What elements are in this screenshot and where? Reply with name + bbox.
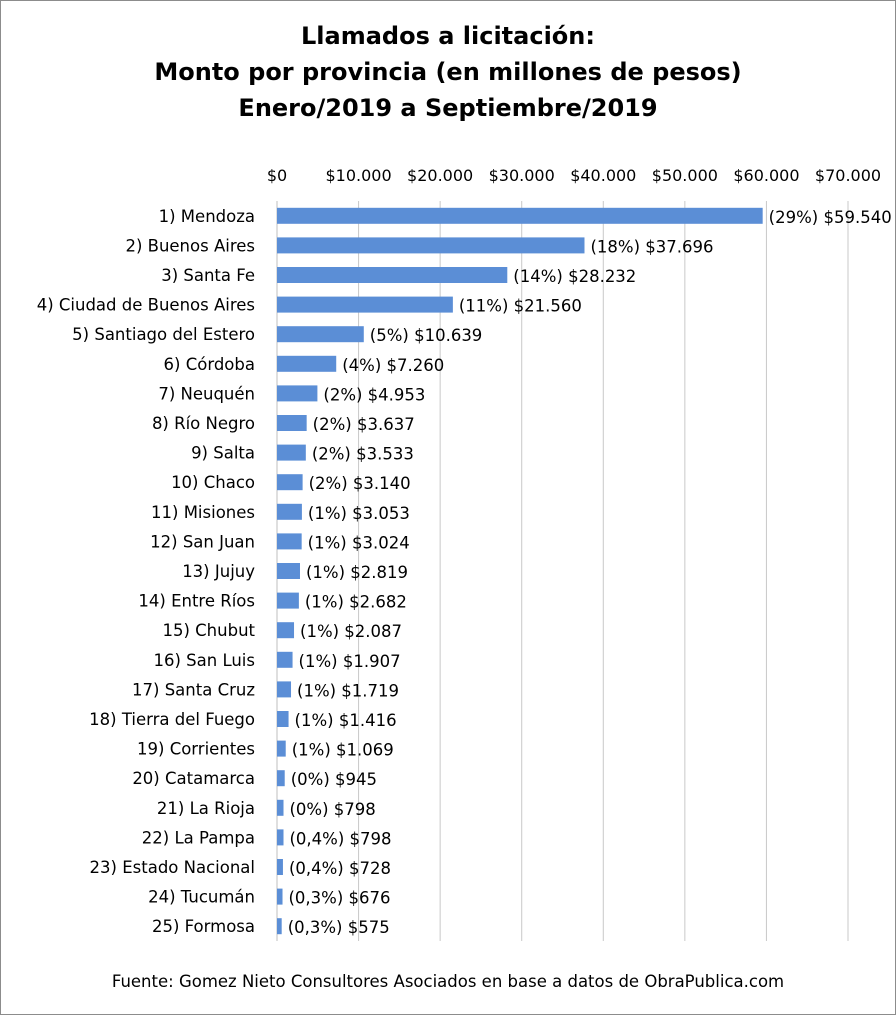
x-tick-label: $50.000 <box>651 166 718 185</box>
category-label: 14) Entre Ríos <box>138 591 255 611</box>
category-label: 19) Corrientes <box>137 739 255 759</box>
data-label: (0,3%) $575 <box>287 918 390 938</box>
category-label: 6) Córdoba <box>163 354 255 374</box>
category-label: 17) Santa Cruz <box>132 680 255 700</box>
bar <box>277 474 303 490</box>
data-label: (18%) $37.696 <box>590 237 714 257</box>
data-label: (1%) $2.087 <box>300 622 403 642</box>
data-label: (0,4%) $798 <box>289 829 392 849</box>
bar <box>277 267 507 283</box>
bar <box>277 918 282 934</box>
category-label: 15) Chubut <box>162 621 255 641</box>
data-label: (0,3%) $676 <box>288 888 391 908</box>
data-label: (1%) $1.069 <box>291 740 394 760</box>
bar <box>277 652 293 668</box>
data-label: (2%) $3.637 <box>312 415 415 434</box>
bar <box>277 445 306 461</box>
data-label: (2%) $3.140 <box>308 474 411 494</box>
data-label: (1%) $1.416 <box>294 711 397 730</box>
data-label: (1%) $1.719 <box>297 681 400 701</box>
bar <box>277 711 289 727</box>
bar <box>277 800 284 816</box>
bar <box>277 622 294 638</box>
bar <box>277 889 283 905</box>
bar <box>277 415 307 431</box>
category-label: 4) Ciudad de Buenos Aires <box>36 295 255 315</box>
data-label: (2%) $3.533 <box>311 444 414 464</box>
x-tick-label: $40.000 <box>570 166 637 185</box>
category-label: 10) Chaco <box>171 473 255 493</box>
bar <box>277 741 286 757</box>
category-label: 13) Jujuy <box>182 562 255 581</box>
x-tick-label: $0 <box>266 166 288 185</box>
bar <box>277 504 302 520</box>
data-label: (2%) $4.953 <box>323 385 426 405</box>
category-label: 20) Catamarca <box>132 769 255 789</box>
category-label: 1) Mendoza <box>158 206 255 226</box>
bar <box>277 237 584 253</box>
bar <box>277 563 300 579</box>
bar <box>277 385 317 401</box>
data-label: (1%) $1.907 <box>298 651 401 671</box>
bar <box>277 326 364 342</box>
bar <box>277 297 453 313</box>
category-label: 12) San Juan <box>150 532 255 552</box>
category-label: 7) Neuquén <box>158 384 255 404</box>
bar <box>277 533 302 549</box>
x-tick-label: $20.000 <box>407 166 474 185</box>
data-label: (0,4%) $728 <box>288 859 391 878</box>
bar <box>277 770 285 786</box>
x-tick-label: $30.000 <box>488 166 555 185</box>
data-label: (1%) $2.819 <box>305 563 409 582</box>
category-label: 25) Formosa <box>151 917 255 937</box>
bar <box>277 208 763 224</box>
bar <box>277 681 291 697</box>
bar <box>277 593 299 609</box>
bar <box>277 356 336 372</box>
data-label: (0%) $798 <box>289 799 376 819</box>
x-tick-label: $10.000 <box>325 166 392 185</box>
data-label: (5%) $10.639 <box>369 326 483 346</box>
bar <box>277 859 283 875</box>
category-label: 3) Santa Fe <box>161 266 255 285</box>
category-label: 24) Tucumán <box>148 887 255 907</box>
category-label: 2) Buenos Aires <box>125 236 255 256</box>
x-tick-label: $60.000 <box>733 166 800 185</box>
data-label: (14%) $28.232 <box>513 267 637 286</box>
data-label: (0%) $945 <box>290 770 378 790</box>
data-label: (1%) $2.682 <box>304 592 407 612</box>
bar <box>277 829 284 845</box>
source-note: Fuente: Gomez Nieto Consultores Asociados en base a datos de ObraPublica.com <box>111 972 785 991</box>
data-label: (1%) $3.053 <box>307 503 410 523</box>
title-line-1: Llamados a licitación: <box>301 22 595 50</box>
title-line-2: Monto por provincia (en millones de pesos) <box>154 58 742 86</box>
category-label: 22) La Pampa <box>141 828 255 848</box>
category-label: 21) La Rioja <box>156 798 255 818</box>
title-line-3: Enero/2019 a Septiembre/2019 <box>238 94 658 122</box>
category-label: 9) Salta <box>191 443 255 463</box>
data-label: (1%) $3.024 <box>307 533 410 553</box>
category-label: 16) San Luis <box>153 650 255 670</box>
category-label: 8) Río Negro <box>151 414 255 433</box>
data-label: (4%) $7.260 <box>342 355 445 375</box>
data-label: (11%) $21.560 <box>458 296 582 316</box>
x-tick-label: $70.000 <box>814 166 882 185</box>
category-label: 18) Tierra del Fuego <box>89 710 255 729</box>
category-label: 23) Estado Nacional <box>89 858 255 877</box>
data-label: (29%) $59.540 <box>768 207 892 227</box>
category-label: 5) Santiago del Estero <box>72 325 255 345</box>
category-label: 11) Misiones <box>151 502 255 522</box>
